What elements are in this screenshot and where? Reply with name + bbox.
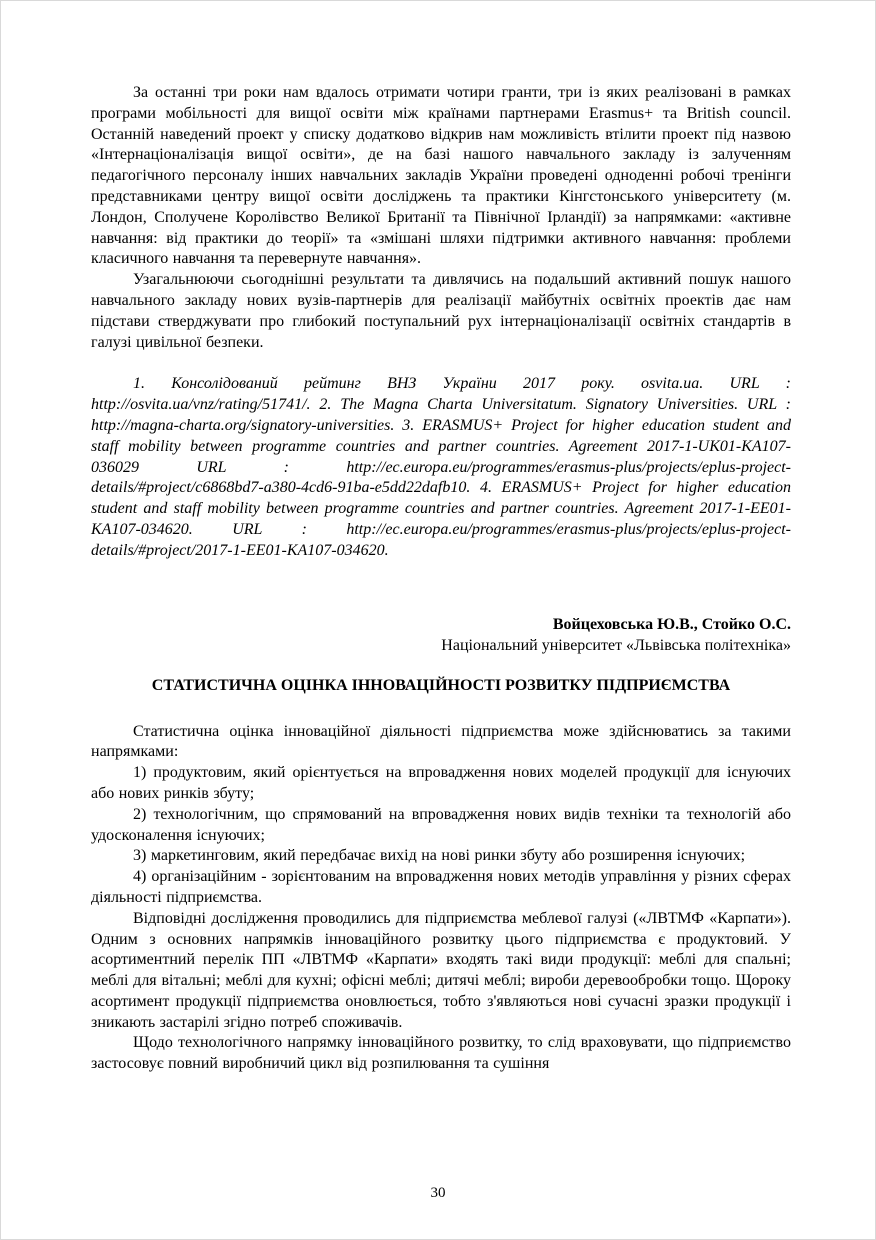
body-paragraph-technology: Щодо технологічного напрямку інноваційного розвитку, то слід враховувати, що підприємство застосовує повний виробничий цикл від розпилювання та сушіння <box>91 1034 791 1073</box>
body-paragraph-item-4: 4) організаційним - зорієнтованим на впровадження нових методів управління у різних сферах діяльності підприємства. <box>91 868 791 906</box>
body-paragraph-item-1: 1) продуктовим, який орієнтується на впровадження нових моделей продукції для існуючих або нових ринків збуту; <box>91 764 791 802</box>
affiliation: Національний університет «Львівська політехніка» <box>441 636 791 654</box>
body-paragraph-intro: Статистична оцінка інноваційної діяльності підприємства може здійснюватись за такими напрямками: <box>91 722 791 761</box>
body-paragraph-research: Відповідні дослідження проводились для підприємства меблевої галузі («ЛВТМФ «Карпати»). Одним з основних напрямків інноваційного розвитку цього підприємства є продуктовий. У асортиментний перелік ПП «ЛВТМФ «Карпати» входять такі види продукції: меблі для спальні; меблі для вітальні; меблі для кухні; офісні меблі; дитячі меблі; вироби деревообробки тощо. Щороку асортимент продукції підприємства оновлюється, тобто з'являються нові сучасні зразки продукції і зникають застарілі згідно потреб споживачів. <box>91 909 791 1031</box>
page-content <box>91 83 791 1075</box>
byline <box>91 614 791 656</box>
paragraph-grants: За останні три роки нам вдалось отримати чотири гранти, три із яких реалізовані в рамках програми мобільності для вищої освіти між країнами партнерами Erasmus+ та British council. Останній наведений проект у списку додатково відкрив нам можливість втілити проект під назвою «Інтернаціоналізація вищої освіти», де на базі нашого навчального закладу із залученням педагогічного персоналу інших навчальних закладів України проведені одноденні робочі тренінги представниками центру вищої освіти досліджень та практики Кінгстонського університету (м. Лондон, Сполучене Королівство Великої Британії та Північної Ірландії) за напрямками: «активне навчання: від практики до теорії» та «змішані шляхи підтримки активного навчання: проблеми класичного навчання та перевернуте навчання». <box>91 84 791 268</box>
page-number: 30 <box>430 1185 446 1201</box>
authors: Войцеховська Ю.В., Стойко О.С. <box>552 615 791 633</box>
paragraph-summary: Узагальнюючи сьогоднішні результати та дивлячись на подальший активний пошук нашого навчального закладу нових вузів-партнерів для реалізації майбутніх освітніх проектів дає нам підстави стверджувати про глибокий поступальний рух інтернаціоналізації освітніх стандартів в галузі цивільної безпеки. <box>91 271 791 351</box>
body-paragraph-item-2: 2) технологічним, що спрямований на впровадження нових видів техніки та технологій або удосконалення існуючих; <box>91 805 791 844</box>
article-title: СТАТИСТИЧНА ОЦІНКА ІННОВАЦІЙНОСТІ РОЗВИТКУ ПІДПРИЄМСТВА <box>151 676 731 694</box>
references-list: 1. Консолідований рейтинг ВНЗ України 2017 року. osvita.ua. URL : http://osvita.ua/vnz/rating/51741/. 2. The Magna Charta Universitatum. Signatory Universities. URL : http://magna-charta.org/signatory-universities. 3. ERASMUS+ Project for higher education student and staff mobility between programme countries and partner countries. Agreement 2017-1-UK01-KA107-036029 URL : http://ec.europa.eu/programmes/erasmus-plus/projects/eplus-project-details/#project/c6868bd7-a380-4cd6-91ba-e5dd22dafb10. 4. ERASMUS+ Project for higher education student and staff mobility between programme countries and partner countries. Agreement 2017-1-EE01-KA107-034620. URL : http://ec.europa.eu/programmes/erasmus-plus/projects/eplus-project-details/#project/2017-1-EE01-KA107-034620. <box>91 375 791 559</box>
body-paragraph-item-3: 3) маркетинговим, який передбачає вихід на нові ринки збуту або розширення існуючих; <box>133 847 746 865</box>
